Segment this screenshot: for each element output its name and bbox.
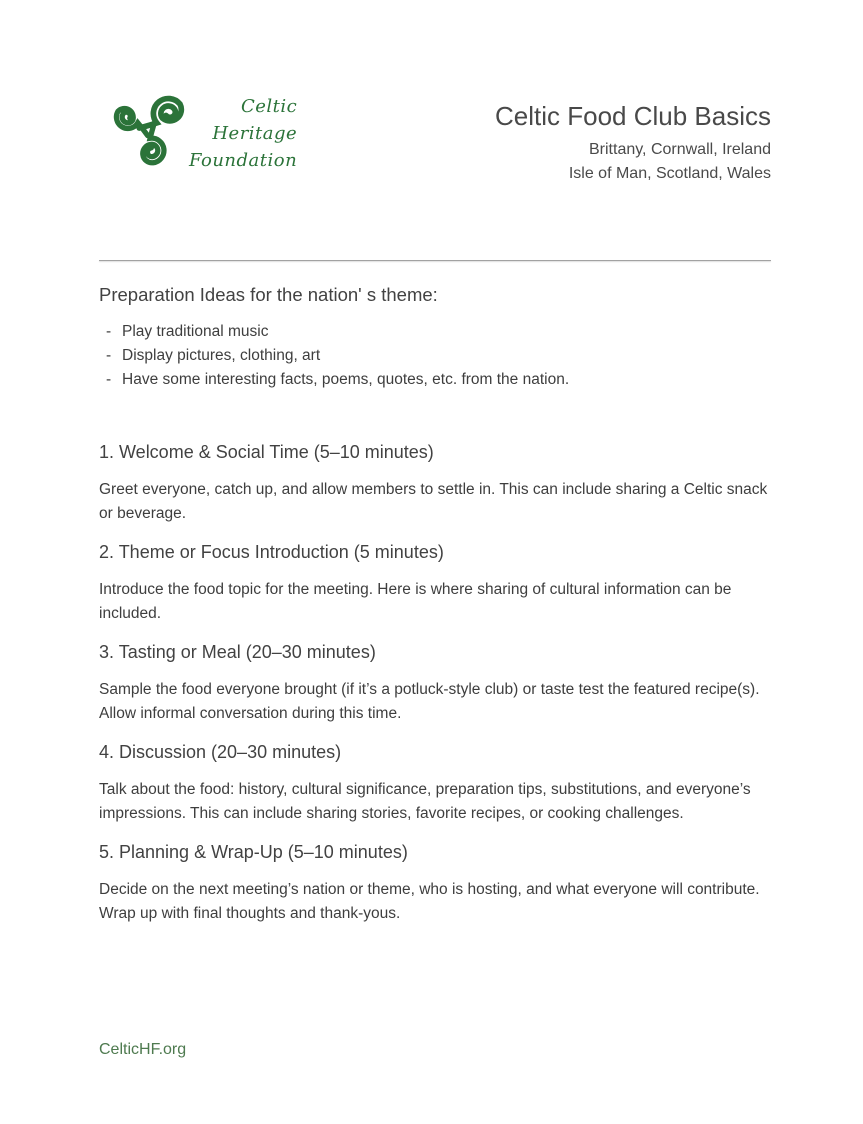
agenda-sections	[99, 441, 771, 926]
title-block	[495, 101, 771, 186]
list-item-text: Play traditional music	[122, 323, 269, 340]
section-tasting-or-meal	[99, 641, 771, 726]
logo-line-celtic: Celtic	[240, 96, 298, 117]
section-theme-introduction	[99, 541, 771, 626]
preparation-section	[99, 283, 771, 392]
section-heading: 4. Discussion (20–30 minutes)	[99, 742, 342, 762]
section-discussion	[99, 741, 771, 826]
document-header	[99, 0, 771, 186]
list-item	[99, 368, 771, 392]
triskelion-spiral-icon	[105, 88, 193, 176]
logo-wordmark	[189, 93, 297, 174]
celtic-heritage-foundation-logo	[105, 88, 297, 176]
website-link[interactable]: CelticHF.org	[99, 1041, 187, 1058]
bullet-dash-icon: -	[106, 347, 112, 364]
section-body: Decide on the next meeting’s nation or theme, who is hosting, and what everyone will contribute. Wrap up with final thoughts and thank-yous.	[99, 881, 760, 922]
bullet-dash-icon: -	[106, 371, 112, 388]
section-heading: 5. Planning & Wrap-Up (5–10 minutes)	[99, 842, 408, 862]
list-item-text: Display pictures, clothing, art	[122, 347, 321, 364]
list-item	[99, 344, 771, 368]
logo-line-foundation: Foundation	[189, 150, 298, 171]
section-body: Talk about the food: history, cultural significance, preparation tips, substitutions, and everyone’s impressions. This can include sharing stories, favorite recipes, or cooking challenges.	[99, 781, 751, 822]
preparation-list	[99, 320, 771, 392]
document-footer	[99, 1038, 771, 1062]
section-planning-wrap-up	[99, 841, 771, 926]
subtitle	[495, 138, 771, 186]
section-heading: 1. Welcome & Social Time (5–10 minutes)	[99, 442, 434, 462]
subtitle-line-2: Isle of Man, Scotland, Wales	[568, 165, 771, 182]
section-body: Sample the food everyone brought (if it’s a potluck-style club) or taste test the featured recipe(s). Allow informal conversation during this time.	[99, 681, 760, 722]
preparation-heading: Preparation Ideas for the nation' s theme:	[99, 284, 438, 305]
logo-line-heritage: Heritage	[212, 123, 298, 144]
divider	[99, 260, 771, 261]
section-body: Greet everyone, catch up, and allow members to settle in. This can include sharing a Celtic snack or beverage.	[99, 481, 768, 522]
subtitle-line-1: Brittany, Cornwall, Ireland	[589, 141, 771, 158]
list-item-text: Have some interesting facts, poems, quotes, etc. from the nation.	[122, 371, 570, 388]
section-welcome	[99, 441, 771, 526]
section-heading: 3. Tasting or Meal (20–30 minutes)	[99, 642, 376, 662]
section-body: Introduce the food topic for the meeting. Here is where sharing of cultural information can be included.	[99, 581, 732, 622]
page-title: Celtic Food Club Basics	[495, 101, 771, 131]
section-heading: 2. Theme or Focus Introduction (5 minutes)	[99, 542, 444, 562]
list-item	[99, 320, 771, 344]
bullet-dash-icon: -	[106, 323, 112, 340]
